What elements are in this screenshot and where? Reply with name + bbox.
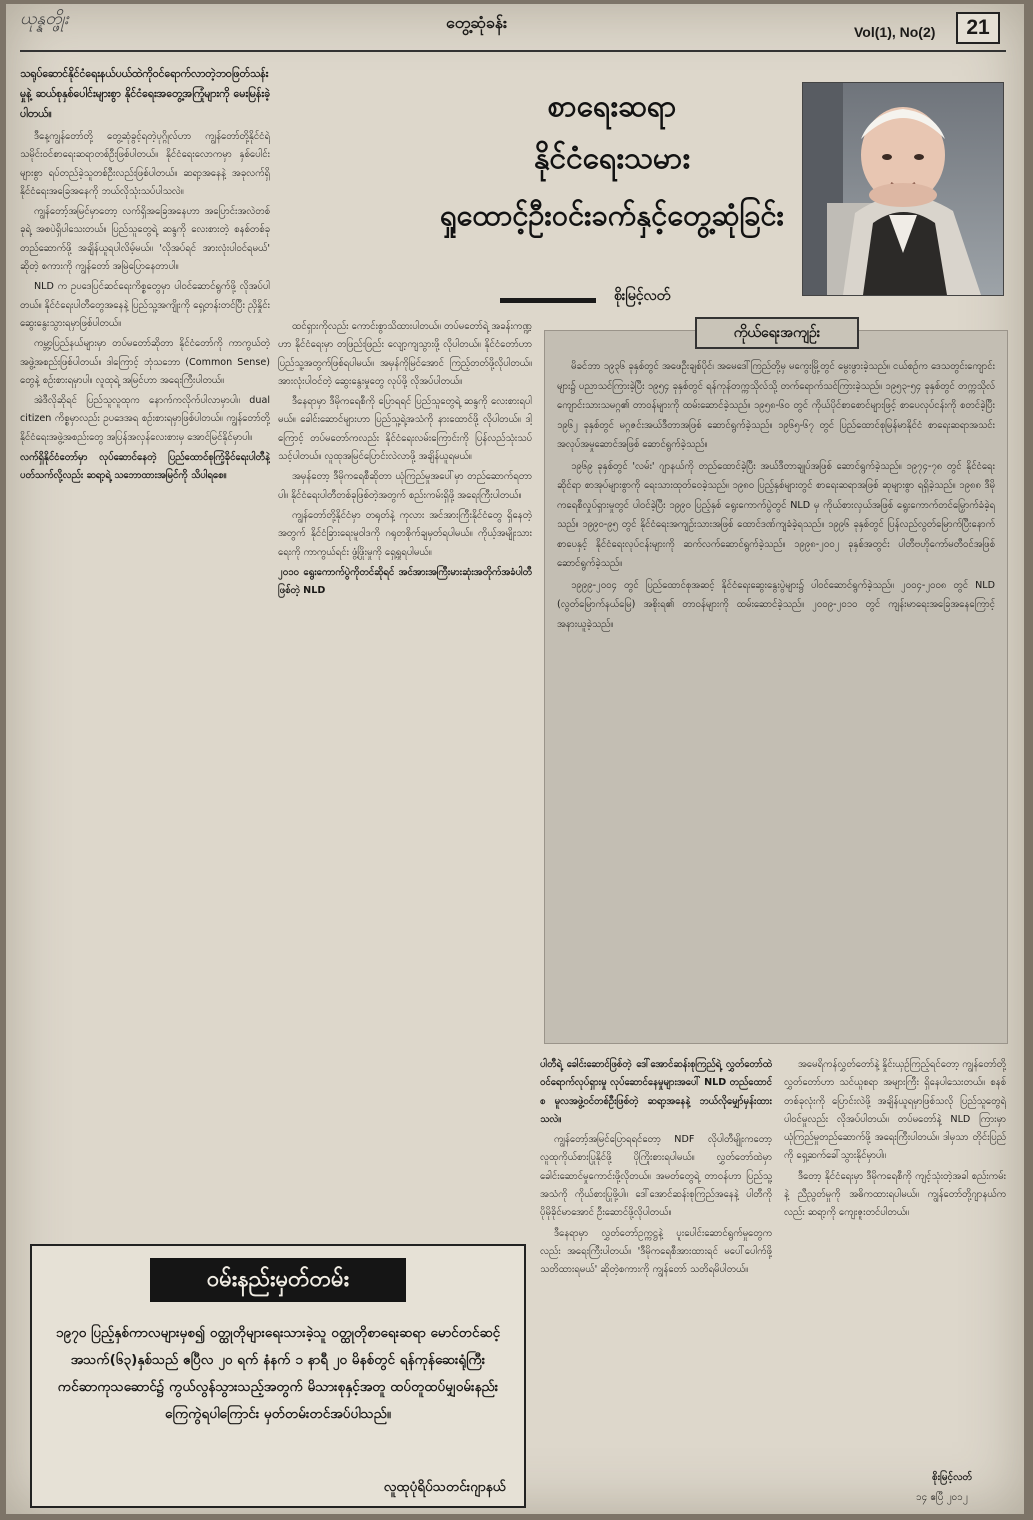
bio-paragraph: ၁၉၉၉-၂၀၀၄ တွင် ပြည်ထောင်စုအဆင့် နိုင်ငံရေးဆွေးနွေးပွဲများ၌ ပါဝင်ဆောင်ရွက်ခဲ့သည်။ ၂၀၀၄-၂၀၀၈ တွင် NLD (လွတ်မြောက်နယ်မြေ) အစိုးရ၏ တာဝန်များကို ထမ်းဆောင်ခဲ့သည်။ ၂၀၀၉-၂၀၁၀ တွင် ကျန်းမာရေးအခြေအနေကြောင့် အနားယူခဲ့သည်။: [557, 579, 995, 630]
article-paragraph: ကျွန်တော့်အမြင်မှာတော့ လက်ရှိအခြေအနေဟာ အပြောင်းအလဲတစ်ခုရဲ့ အစပဲရှိပါသေးတယ်။ ပြည်သူတွေရဲ့ ဆန္ဒကို လေးစားတဲ့ စနစ်တစ်ခု တည်ဆောက်ဖို့ အချိန်ယူရပါလိမ့်မယ်။ 'လိုအပ်ရင် အားလုံးပါဝင်ရမယ်' ဆိုတဲ့ စကားကို ကျွန်တော် အမြဲပြောနေတာပါ။: [20, 206, 270, 273]
article-paragraph: ကျွန်တော့်အမြင်ပြောရရင်တော့ NDF လိုပါတီမျိုးကတော့ လူထုကိုယ်စားပြုနိုင်ဖို့ ပိုကြိုးစားရပါမယ်။ လွှတ်တော်ထဲမှာ ခေါင်းဆောင်မှုကောင်းဖို့လိုတယ်။ အမတ်တွေရဲ့ တာဝန်ဟာ ပြည်သူ့အသံကို ကိုယ်စားပြုဖို့ပါ။ ဒေါ်အောင်ဆန်းစုကြည်အနေနဲ့ ပါတီကို ပိုမိုခိုင်မာအောင် ဦးဆောင်ဖို့လိုပါတယ်။: [540, 1134, 772, 1219]
article-date: ၁၄ ဧပြီ ၂၀၁၂: [916, 1492, 968, 1503]
article-paragraph: ကမ္ဘာ့ပြည်နယ်များမှာ တပ်မတော်ဆိုတာ နိုင်ငံတော်ကို ကာကွယ်တဲ့ အဖွဲ့အစည်းဖြစ်ပါတယ်။ ဒါကြောင့် ဘုံသဘော (Common Sense) တွေနဲ့ စဉ်းစားရမှာပါ။ လူထုရဲ့ အမြင်ဟာ အရေးကြီးပါတယ်။: [20, 338, 270, 386]
headline-line-3: ရှုထောင့်ဦးဝင်းခက်နှင့်တွေ့ဆုံခြင်း: [439, 198, 785, 232]
article-paragraph: ထင်ရှားကိုလည်း ကောင်းစွာသိထားပါတယ်။ တပ်မတော်ရဲ့ အခန်းကဏ္ဍဟာ နိုင်ငံရေးမှာ တဖြည်းဖြည်း လျော့ကျသွားဖို့ လိုပါတယ်။ နိုင်ငံတော်ဟာ ပြည်သူ့အတွက်ဖြစ်ရပါမယ်။ အမှန်ကိုမြင်အောင် ကြည့်တတ်ဖို့လိုပါတယ်။ အားလုံးပါဝင်တဲ့ ဆွေးနွေးမှုတွေ လုပ်ဖို့ လိုအပ်ပါတယ်။: [278, 321, 532, 387]
bio-box: [544, 325, 1008, 1044]
article-column-4: [784, 1056, 1006, 1456]
volume-label: Vol(1), No(2): [854, 24, 936, 40]
notice-body: ၁၉၇၀ ပြည့်နှစ်ကာလများမှစ၍ ဝတ္ထုတိုများရေးသားခဲ့သူ ဝတ္ထုတိုစာရေးဆရာ မောင်တင်ဆင့် အသက်(၆၃)နှစ်သည် ဧပြီလ ၂၀ ရက် နံနက် ၁ နာရီ ၂၀ မိနစ်တွင် ရန်ကုန်ဆေးရုံကြီး ကင်ဆာကုသဆောင်၌ ကွယ်လွန်သွားသည့်အတွက် မိသားစုနှင့်အတူ ထပ်တူထပ်မျှဝမ်းနည်းကြေကွဲရပါကြောင်း မှတ်တမ်းတင်အပ်ပါသည်။: [55, 1325, 501, 1422]
article-paragraph: အမေရိကန်လွှတ်တော်နဲ့ နှိုင်းယှဉ်ကြည့်ရင်တော့ ကျွန်တော်တို့ လွှတ်တော်ဟာ သင်ယူစရာ အများကြီး ရှိနေပါသေးတယ်။ စနစ်တစ်ခုလုံးကို ပြောင်းလဲဖို့ အချိန်ယူရမှာဖြစ်သလို ပြည်သူတွေရဲ့ ပါဝင်မှုလည်း လိုအပ်ပါတယ်။ တပ်မတော်နဲ့ NLD ကြားမှာ ယုံကြည်မှုတည်ဆောက်ဖို့ အရေးကြီးပါတယ်။ ဒါမှသာ တိုင်းပြည်ကို ရှေ့ဆက်ခေါ်သွားနိုင်မှာပါ။: [784, 1059, 1006, 1162]
article-signature: စိုးမြင့်လတ်: [932, 1472, 973, 1483]
portrait-photo: [802, 82, 1004, 296]
article-paragraph: NLD က ဥပဒေပြင်ဆင်ရေးကိစ္စတွေမှာ ပါဝင်ဆောင်ရွက်ဖို့ လိုအပ်ပါတယ်။ နိုင်ငံရေးပါတီတွေအနေနဲ့ ပြည်သူ့အကျိုးကို ရှေ့တန်းတင်ပြီး ညှိနှိုင်းဆွေးနွေးသွားရမှာဖြစ်ပါတယ်။: [20, 281, 270, 329]
article-paragraph: ဒီနေ့ကျွန်တော်တို့ တွေ့ဆုံခွင့်ရတဲ့ပုဂ္ဂိုလ်ဟာ ကျွန်တော်တို့နိုင်ငံရဲ့ သမိုင်းဝင်စာရေးဆရာတစ်ဦးဖြစ်ပါတယ်။ နိုင်ငံရေးလောကမှာ နှစ်ပေါင်းများစွာ ရပ်တည်ခဲ့သူတစ်ဦးလည်းဖြစ်ပါတယ်။ ဆရာ့အနေနဲ့ အခုလက်ရှိနိုင်ငံရေးအခြေအနေကို ဘယ်လိုသုံးသပ်ပါသလဲ။: [20, 131, 270, 197]
article-column-1: [20, 64, 270, 1224]
article-paragraph: ဒီတော့ နိုင်ငံရေးမှာ ဒီမိုကရေစီကို ကျင့်သုံးတဲ့အခါ စည်းကမ်းနဲ့ ညီညွတ်မှုကို အဓိကထားရပါမယ်။ ကျွန်တော်တို့ဂျာနယ်ကလည်း ဆရာ့ကို ကျေးဇူးတင်ပါတယ်။: [784, 1170, 1006, 1219]
notice-title: ဝမ်းနည်းမှတ်တမ်း: [150, 1258, 406, 1302]
masthead: ယုန္နတ္ဖိုး: [20, 9, 69, 29]
bio-title: ကိုယ်ရေးအကျဉ်း: [695, 317, 859, 349]
article-paragraph: ဒီနေရာမှာ လွှတ်တော်ဥက္ကဋ္ဌနဲ့ ပူးပေါင်းဆောင်ရွက်မှုတွေကလည်း အရေးကြီးပါတယ်။ 'ဒီမိုကရေစီအားထားရင် မပေါ်ပေါက်ဖို့ သတိထားရမယ်' ဆိုတဲ့စကားကို ကျွန်တော် သတိရမိပါတယ်။: [540, 1227, 772, 1276]
article-lead: သရုပ်ဆောင်နိုင်ငံရေးနယ်ပယ်ထဲကိုဝင်ရောက်လာတဲ့ဘဝဖြတ်သန်းမှုနဲ့ ဆယ်စုနှစ်ပေါင်းများစွာ နိုင်ငံရေးအတွေ့အကြုံများကို မေးမြန်းခဲ့ပါတယ်။: [20, 68, 270, 120]
obituary-notice: [30, 1244, 526, 1508]
bio-paragraph: မိခင်ဘာ ၁၉၃၆ ခုနှစ်တွင် အဖေဦးချစ်ပိုင်၊ အမေဒေါ်ကြည်တို့မှ မကွေးမြို့တွင် မွေးဖွားခဲ့သည်။ ငယ်စဉ်က ဒေသတွင်းကျောင်းများ၌ ပညာသင်ကြားခဲ့ပြီး ၁၉၅၄ ခုနှစ်တွင် ရန်ကုန်တက္ကသိုလ်သို့ တက်ရောက်သင်ကြားခဲ့သည်။ ၁၉၅၃-၅၄ ခုနှစ်တွင် တက္ကသိုလ်ကျောင်းသားသမဂ္ဂ၏ တာဝန်များကို ထမ်းဆောင်ခဲ့သည်။ ၁၉၅၈-၆၀ တွင် ကိုယ်ပိုင်စာစောင်များဖြင့် စာပေလုပ်ငန်းကို စတင်ခဲ့ပြီး ၁၉၆၂ ခုနှစ်တွင် မဂ္ဂဇင်းအယ်ဒီတာအဖြစ် ဆောင်ရွက်ခဲ့သည်။ ၁၉၆၅-၆၇ တွင် ပြည်ထောင်စုမြန်မာနိုင်ငံ စာရေးဆရာအသင်း အလုပ်အမှုဆောင်အဖြစ် ဆောင်ရွက်ခဲ့သည်။: [557, 361, 995, 450]
article-column-3: [540, 1056, 772, 1504]
headline-line-1: စာရေးဆရာ: [547, 89, 677, 124]
byline-bar: [500, 298, 596, 303]
bio-paragraph: ၁၉၆၉ ခုနှစ်တွင် 'လမ်း' ဂျာနယ်ကို တည်ထောင်ခဲ့ပြီး အယ်ဒီတာချုပ်အဖြစ် ဆောင်ရွက်ခဲ့သည်။ ၁၉၇၄-၇၈ တွင် နိုင်ငံရေးဆိုင်ရာ စာအုပ်များစွာကို ရေးသားထုတ်ဝေခဲ့သည်။ ၁၉၈၀ ပြည့်နှစ်များတွင် စာရေးဆရာအဖြစ် ဆုများစွာ ရရှိခဲ့သည်။ ၁၉၈၈ ဒီမိုကရေစီလှုပ်ရှားမှုတွင် ပါဝင်ခဲ့ပြီး ၁၉၉၀ ပြည့်နှစ် ရွေးကောက်ပွဲတွင် NLD မှ ကိုယ်စားလှယ်အဖြစ် ရွေးကောက်တင်မြှောက်ခံခဲ့ရသည်။ ၁၉၉၀-၉၅ တွင် နိုင်ငံရေးအကျဉ်းသားအဖြစ် ထောင်ဒဏ်ကျခံခဲ့ရသည်။ ၁၉၉၆ ခုနှစ်တွင် ပြန်လည်လွတ်မြောက်ပြီးနောက် စာပေနှင့် နိုင်ငံရေးလုပ်ငန်းများကို ဆက်လက်ဆောင်ရွက်ခဲ့သည်။ ၁၉၉၈-၂၀၀၂ ခုနှစ်အတွင်း ပါတီဗဟိုကော်မတီဝင်အဖြစ် ဆောင်ရွက်ခဲ့သည်။: [557, 460, 995, 569]
article-paragraph: အဲဒီလိုဆိုရင် ပြည်သူလူထုက နောက်ကလိုက်ပါလာမှာပါ။ dual citizen ကိစ္စမှာလည်း ဥပဒေအရ စဉ်းစားရမှာဖြစ်ပါတယ်။ ကျွန်တော်တို့ နိုင်ငံရေးအဖွဲ့အစည်းတွေ အပြန်အလှန်လေးစားမှ အောင်မြင်နိုင်မှာပါ။: [20, 395, 270, 443]
byline: စိုးမြင့်လတ်: [614, 288, 671, 304]
interview-question: ၂၀၁၀ ရွေးကောက်ပွဲကိုတင်ဆိုရင် အင်အားအကြီးမားဆုံးအတိုက်အခံပါတီဖြစ်တဲ့ NLD: [278, 566, 532, 597]
newspaper-page: [6, 4, 1024, 1514]
article-paragraph: ဒီနေရာမှာ ဒီမိုကရေစီကို ပြောရရင် ပြည်သူတွေရဲ့ ဆန္ဒကို လေးစားရပါမယ်။ ခေါင်းဆောင်များဟာ ပြည်သူ့ရဲ့အသံကို နားထောင်ဖို့ လိုပါတယ်။ ဒါ့ကြောင့် တပ်မတော်ကလည်း နိုင်ငံရေးလမ်းကြောင်းကို ပြန်လည်သုံးသပ်သင့်ပါတယ်။ လူထုအမြင်ပြောင်းလဲလာဖို့ အချိန်ယူရမယ်။: [278, 396, 532, 463]
article-paragraph: ကျွန်တော်တို့နိုင်ငံမှာ တရုတ်နဲ့ ကုလား အင်အားကြီးနိုင်ငံတွေ ရှိနေတဲ့အတွက် နိုင်ငံခြားရေးမူဝါဒကို ဂရုတစိုက်ချမှတ်ရပါမယ်။ ကိုယ့်အမျိုးသားရေးကို ကာကွယ်ရင်း ဖွံ့ဖြိုးမှုကို ရှေ့ရှုရပါမယ်။: [278, 509, 532, 558]
header-rule: [20, 50, 1006, 52]
portrait-illustration: [803, 83, 1003, 295]
page-number: 21: [956, 12, 1000, 44]
section-title: တွေ့ဆုံခန်း: [446, 13, 508, 32]
headline-line-2: နိုင်ငံရေးသမား: [533, 141, 690, 176]
article-column-2: [278, 318, 532, 1064]
bio-text: [557, 357, 995, 1033]
interview-question: ပါတီရဲ့ ခေါင်းဆောင်ဖြစ်တဲ့ ဒေါ်အောင်ဆန်းစုကြည်ရဲ့ လွှတ်တော်ထဲ ဝင်ရောက်လုပ်ရှားမှု လုပ်ဆောင်နေမှုများအပေါ် NLD တည်ထောင်စ မူလအဖွဲ့ဝင်တစ်ဦးဖြစ်တဲ့ ဆရာ့အနေနဲ့ ဘယ်လိုမျှော်မှန်းထားသလဲ။: [540, 1059, 772, 1125]
article-paragraph: အမှန်တော့ ဒီမိုကရေစီဆိုတာ ယုံကြည်မှုအပေါ်မှာ တည်ဆောက်ရတာပါ။ နိုင်ငံရေးပါတီတစ်ခုဖြစ်တဲ့အတွက် စည်းကမ်းရှိဖို့ အရေးကြီးပါတယ်။: [278, 471, 532, 501]
headline: [426, 82, 798, 248]
interview-question: လက်ရှိနိုင်ငံတော်မှာ လုပ်ဆောင်နေတဲ့ ပြည်ထောင်စုကြံ့ခိုင်ရေးပါတီနဲ့ ပတ်သက်လို့လည်း ဆရာ့ရဲ့ သဘောထားအမြင်ကို သိပါရစေ။: [20, 452, 270, 482]
notice-signature: လူထုပုံရိပ်သတင်းဂျာနယ်: [383, 1479, 506, 1495]
